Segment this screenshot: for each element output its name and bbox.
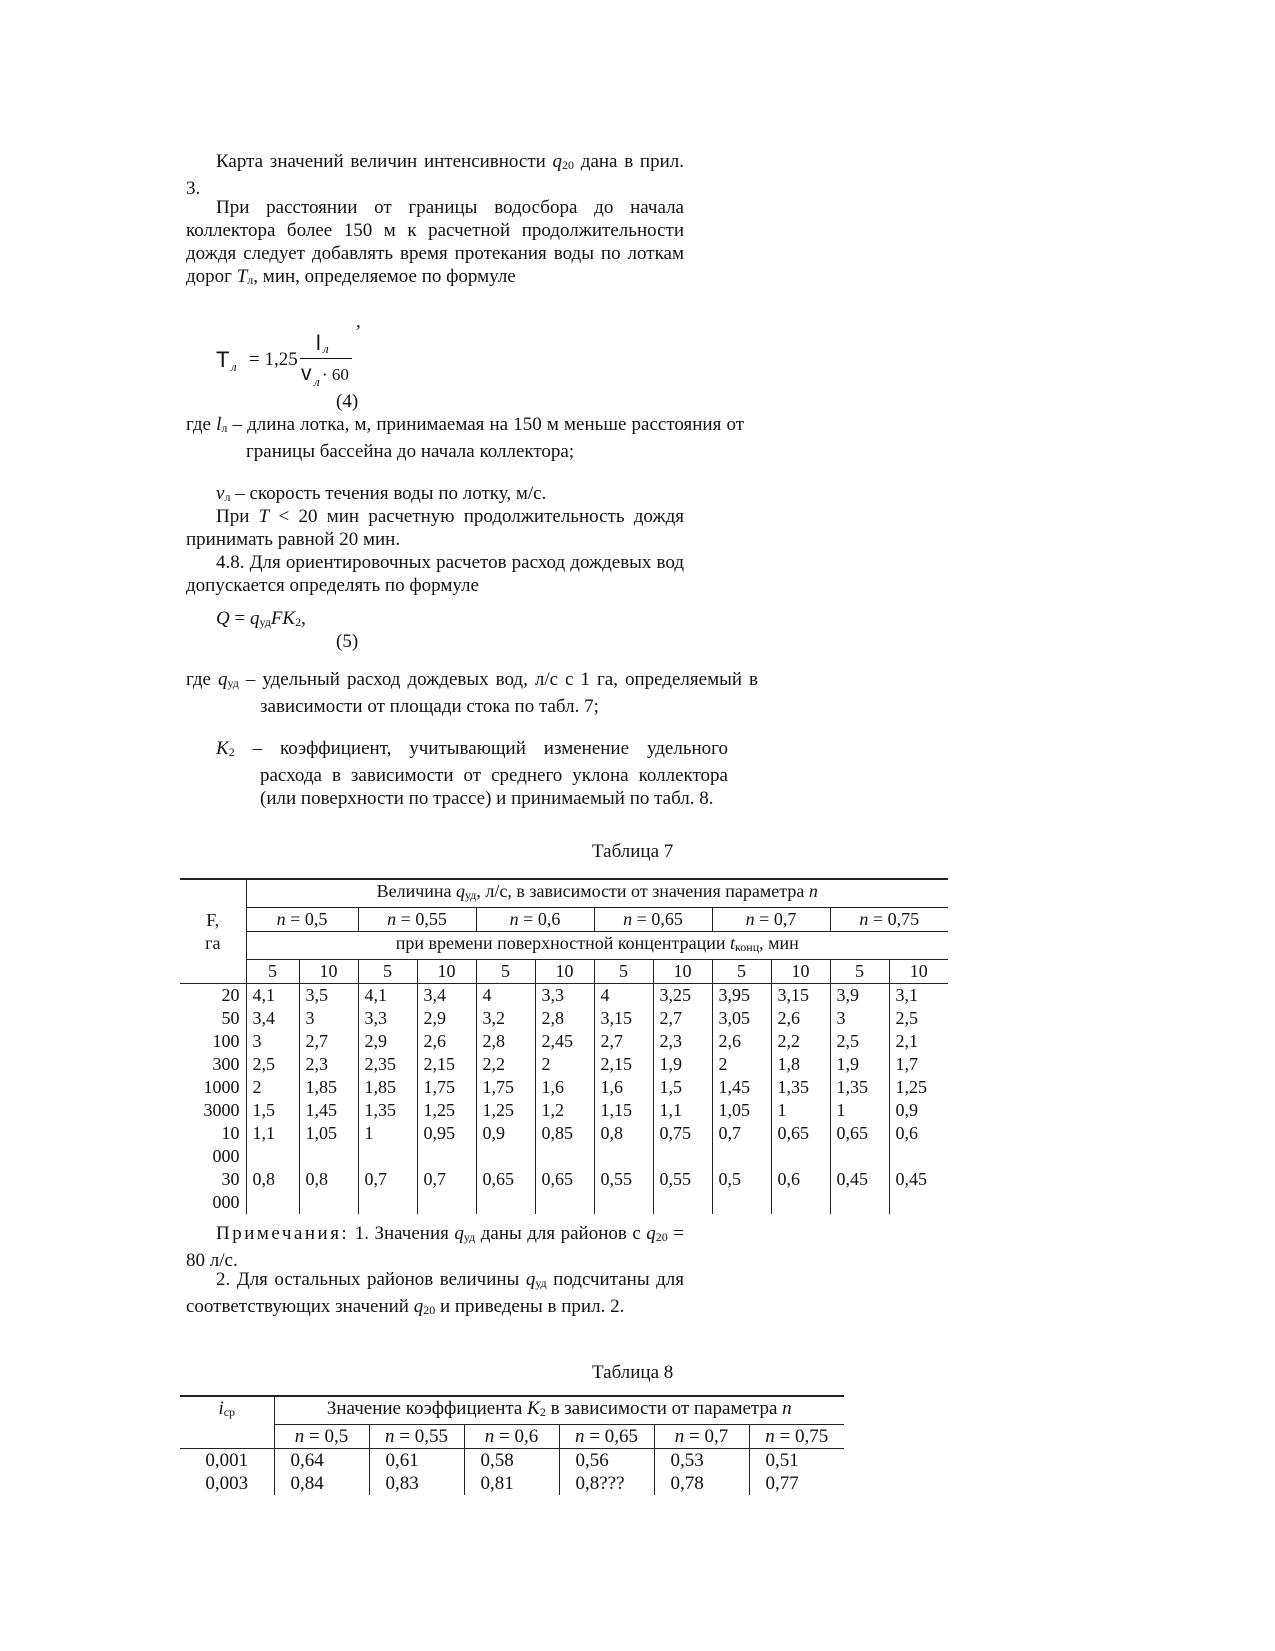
table-row — [180, 1053, 948, 1076]
value-cell: 2,5 — [830, 1030, 889, 1053]
value-cell: 2,6 — [712, 1030, 771, 1053]
n-value-cell: n = 0,7 — [654, 1425, 749, 1449]
n-value-cell: n = 0,55 — [358, 908, 476, 932]
value-cell: 3 — [830, 1007, 889, 1030]
value-cell: 3,1 — [889, 984, 948, 1008]
table-8 — [180, 1395, 844, 1495]
time-cell: 5 — [712, 960, 771, 984]
value-cell: 0,7 — [417, 1168, 476, 1214]
f-value-cell: 50 — [221, 1008, 240, 1028]
i-value-cell: 0,003 — [205, 1473, 249, 1494]
time-cell: 5 — [476, 960, 535, 984]
value-cell: 1,2 — [535, 1099, 594, 1122]
value-cell: 1,6 — [594, 1076, 653, 1099]
time-cell: 10 — [299, 960, 358, 984]
value-cell: 0,6 — [889, 1122, 948, 1168]
note-2: 2. Для остальных районов величины $q_{уд}$ подсчитаны для соответствующих значений $q_{20}$ и приведены в прил. 2. — [186, 1269, 684, 1317]
f-value-cell: 30 000 — [212, 1169, 240, 1212]
value-cell: 3,4 — [246, 1007, 299, 1030]
f-value-cell: 10 000 — [212, 1123, 240, 1166]
n-value-cell: n = 0,75 — [830, 908, 948, 932]
table-8-caption: Таблица 8 — [592, 1362, 674, 1383]
n-value-cell: n = 0,65 — [559, 1425, 654, 1449]
f-value-cell: 300 — [212, 1054, 240, 1074]
f-header-cell: F, га — [180, 879, 246, 984]
value-cell: 2,5 — [246, 1053, 299, 1076]
time-cell: 5 — [246, 960, 299, 984]
value-cell: 0,9 — [889, 1099, 948, 1122]
value-cell: 1,5 — [246, 1099, 299, 1122]
value-cell: 1 — [358, 1122, 417, 1168]
n-values-row — [180, 908, 948, 932]
value-cell: 2,2 — [771, 1030, 830, 1053]
f-value-cell: 3000 — [203, 1100, 240, 1120]
n-value-cell: n = 0,65 — [594, 908, 712, 932]
time-cell: 10 — [771, 960, 830, 984]
value-cell: 4 — [594, 984, 653, 1008]
definition-q-specific: где $q_{уд}$ – удельный расход дождевых вод, л/с с 1 га, определяемый в зависимости от площади стока по табл. 7; — [186, 669, 758, 717]
time-cell: 10 — [889, 960, 948, 984]
value-cell: 0,65 — [771, 1122, 830, 1168]
f-value-cell: 1000 — [203, 1077, 240, 1097]
value-cell: 0,55 — [594, 1168, 653, 1214]
value-cell: 0,7 — [358, 1168, 417, 1214]
value-cell: 1,8 — [771, 1053, 830, 1076]
value-cell: 3,25 — [653, 984, 712, 1008]
value-cell: 1,45 — [299, 1099, 358, 1122]
value-cell: 0,77 — [749, 1472, 844, 1495]
value-cell: 2,9 — [358, 1030, 417, 1053]
value-cell: 0,6 — [771, 1168, 830, 1214]
value-cell: 1,6 — [535, 1076, 594, 1099]
table-row — [180, 1030, 948, 1053]
value-cell: 3,9 — [830, 984, 889, 1008]
time-cell: 5 — [830, 960, 889, 984]
i-value-cell: 0,001 — [205, 1450, 249, 1471]
table-7 — [180, 878, 948, 1214]
value-cell: 0,58 — [464, 1449, 559, 1473]
value-cell: 1,15 — [594, 1099, 653, 1122]
value-cell: 0,95 — [417, 1122, 476, 1168]
table-row — [180, 1099, 948, 1122]
time-cell: 10 — [535, 960, 594, 984]
value-cell: 0,45 — [889, 1168, 948, 1214]
value-cell: 1,25 — [476, 1099, 535, 1122]
time-header: при времени поверхностной концентрации $t_{конц}$, мин — [246, 932, 948, 960]
value-cell: 2,5 — [889, 1007, 948, 1030]
value-cell: 1 — [830, 1099, 889, 1122]
value-cell: 0,65 — [830, 1122, 889, 1168]
paragraph-flow-time: При расстоянии от границы водосбора до начала коллектора более 150 м к расчетной продолжительности дождя следует добавлять время протекания воды по лоткам дорог $T_л$, мин, определяемое по формуле — [186, 197, 684, 287]
value-cell: 1,85 — [358, 1076, 417, 1099]
n-value-cell: n = 0,6 — [464, 1425, 559, 1449]
value-cell: 2,7 — [299, 1030, 358, 1053]
n-value-cell: n = 0,7 — [712, 908, 830, 932]
value-cell: 0,78 — [654, 1472, 749, 1495]
value-cell: 3,2 — [476, 1007, 535, 1030]
value-cell: 1,05 — [299, 1122, 358, 1168]
value-cell: 2,6 — [771, 1007, 830, 1030]
value-cell: 1,75 — [476, 1076, 535, 1099]
value-cell: 1,35 — [358, 1099, 417, 1122]
value-cell: 2,45 — [535, 1030, 594, 1053]
value-cell: 1,25 — [889, 1076, 948, 1099]
value-cell: 0,81 — [464, 1472, 559, 1495]
value-cell: 2,7 — [653, 1007, 712, 1030]
n-value-cell: n = 0,55 — [369, 1425, 464, 1449]
times-row — [180, 960, 948, 984]
value-cell: 3,15 — [594, 1007, 653, 1030]
value-cell: 0,51 — [749, 1449, 844, 1473]
value-cell: 2,9 — [417, 1007, 476, 1030]
value-cell: 2 — [535, 1053, 594, 1076]
value-cell: 1,1 — [653, 1099, 712, 1122]
value-cell: 4,1 — [358, 984, 417, 1008]
value-cell: 4 — [476, 984, 535, 1008]
value-cell: 1,5 — [653, 1076, 712, 1099]
table-8-main-header: Значение коэффициента $K_2$ в зависимости от параметра n — [274, 1396, 844, 1425]
value-cell: 2,6 — [417, 1030, 476, 1053]
value-cell: 3,95 — [712, 984, 771, 1008]
value-cell: 0,61 — [369, 1449, 464, 1473]
value-cell: 2,2 — [476, 1053, 535, 1076]
n-value-cell: n = 0,75 — [749, 1425, 844, 1449]
table-row — [180, 984, 948, 1008]
value-cell: 2 — [246, 1076, 299, 1099]
value-cell: 3,15 — [771, 984, 830, 1008]
value-cell: 0,85 — [535, 1122, 594, 1168]
value-cell: 1,9 — [653, 1053, 712, 1076]
value-cell: 3,3 — [358, 1007, 417, 1030]
paragraph-4-8: 4.8. Для ориентировочных расчетов расход дождевых вод допускается определять по формуле — [186, 552, 684, 596]
value-cell: 2,8 — [476, 1030, 535, 1053]
definition-l-length: где $l_л$ – длина лотка, м, принимаемая на 150 м меньше расстояния от границы бассейна до начала коллектора; — [186, 414, 745, 462]
value-cell: 1 — [771, 1099, 830, 1122]
table-row — [180, 1472, 844, 1495]
value-cell: 0,56 — [559, 1449, 654, 1473]
value-cell: 1,9 — [830, 1053, 889, 1076]
value-cell: 0,64 — [274, 1449, 369, 1473]
value-cell: 2 — [712, 1053, 771, 1076]
value-cell: 0,5 — [712, 1168, 771, 1214]
table-7-main-header: Величина $q_{уд}$, л/с, в зависимости от значения параметра n — [246, 879, 948, 908]
value-cell: 3 — [246, 1030, 299, 1053]
paragraph-q20-map: Карта значений величин интенсивности $q_{20}$ дана в прил. 3. — [186, 151, 684, 199]
time-cell: 5 — [358, 960, 417, 984]
value-cell: 0,8??? — [559, 1472, 654, 1495]
note-1: Примечания: 1. Значения $q_{уд}$ даны для районов с $q_{20} = 80$ л/с. — [186, 1223, 684, 1271]
n-value-cell: n = 0,6 — [476, 908, 594, 932]
value-cell: 3,4 — [417, 984, 476, 1008]
value-cell: 2,8 — [535, 1007, 594, 1030]
value-cell: 1,85 — [299, 1076, 358, 1099]
value-cell: 3,3 — [535, 984, 594, 1008]
value-cell: 3,05 — [712, 1007, 771, 1030]
n-value-cell: n = 0,5 — [246, 908, 358, 932]
value-cell: 0,53 — [654, 1449, 749, 1473]
value-cell: 2,3 — [653, 1030, 712, 1053]
table-row — [180, 1449, 844, 1473]
value-cell: 3,5 — [299, 984, 358, 1008]
value-cell: 4,1 — [246, 984, 299, 1008]
f-value-cell: 100 — [212, 1031, 240, 1051]
value-cell: 0,8 — [299, 1168, 358, 1214]
table-row — [180, 1168, 948, 1214]
value-cell: 0,8 — [246, 1168, 299, 1214]
value-cell: 0,65 — [535, 1168, 594, 1214]
definition-k2: $K_2$ – коэффициент, учитывающий изменение удельного расхода в зависимости от среднего уклона коллектора (или поверхности по трассе) и принимаемый по табл. 8. — [216, 738, 728, 809]
value-cell: 1,05 — [712, 1099, 771, 1122]
time-cell: 10 — [653, 960, 712, 984]
value-cell: 0,75 — [653, 1122, 712, 1168]
value-cell: 2,15 — [417, 1053, 476, 1076]
value-cell: 0,8 — [594, 1122, 653, 1168]
value-cell: 1,75 — [417, 1076, 476, 1099]
value-cell: 2,7 — [594, 1030, 653, 1053]
time-cell: 10 — [417, 960, 476, 984]
i-header-cell: $i_{ср}$ — [180, 1396, 274, 1449]
value-cell: 1,35 — [771, 1076, 830, 1099]
value-cell: 1,45 — [712, 1076, 771, 1099]
value-cell: 2,35 — [358, 1053, 417, 1076]
n-value-cell: n = 0,5 — [274, 1425, 369, 1449]
value-cell: 0,83 — [369, 1472, 464, 1495]
paragraph-t-less-20: При T < 20 мин расчетную продолжительность дождя принимать равной 20 мин. — [186, 506, 684, 550]
table-7-caption: Таблица 7 — [592, 841, 674, 862]
value-cell: 1,7 — [889, 1053, 948, 1076]
value-cell: 0,9 — [476, 1122, 535, 1168]
definition-v-speed: $v_л$ – скорость течения воды по лотку, м/с. — [216, 483, 547, 504]
value-cell: 0,7 — [712, 1122, 771, 1168]
value-cell: 0,84 — [274, 1472, 369, 1495]
value-cell: 1,25 — [417, 1099, 476, 1122]
value-cell: 2,15 — [594, 1053, 653, 1076]
value-cell: 2,3 — [299, 1053, 358, 1076]
value-cell: 0,65 — [476, 1168, 535, 1214]
value-cell: 3 — [299, 1007, 358, 1030]
value-cell: 0,55 — [653, 1168, 712, 1214]
f-value-cell: 20 — [221, 985, 240, 1005]
value-cell: 2,1 — [889, 1030, 948, 1053]
value-cell: 1,1 — [246, 1122, 299, 1168]
table-row — [180, 1076, 948, 1099]
value-cell: 0,45 — [830, 1168, 889, 1214]
table-row — [180, 1122, 948, 1168]
value-cell: 1,35 — [830, 1076, 889, 1099]
table-row — [180, 1007, 948, 1030]
time-cell: 5 — [594, 960, 653, 984]
t8-n-values-row — [180, 1425, 844, 1449]
